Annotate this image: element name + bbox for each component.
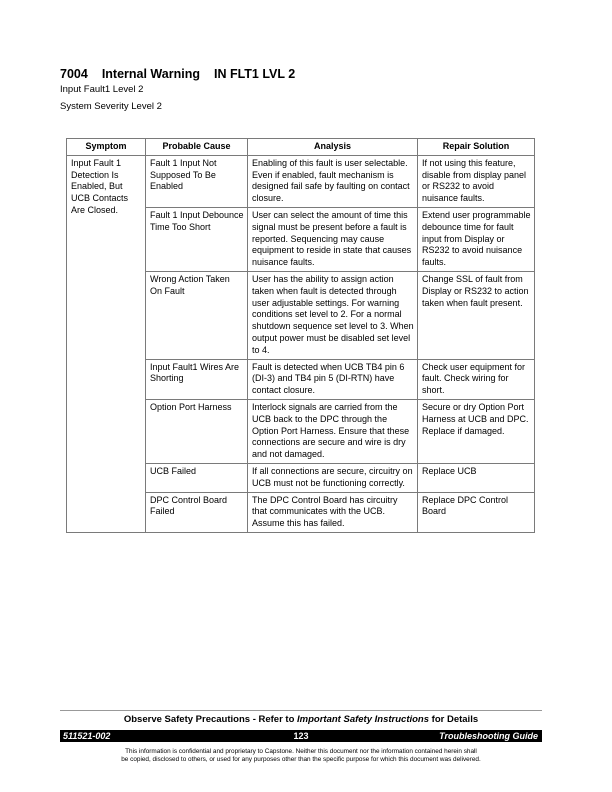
analysis-cell: If all connections are secure, circuitry on UCB must not be functioning correctly. — [248, 463, 418, 492]
header-analysis: Analysis — [248, 139, 418, 156]
page-number: 123 — [293, 731, 309, 741]
repair-cell: Secure or dry Option Port Harness at UCB and DPC. Replace if damaged. — [418, 399, 535, 463]
repair-cell: Replace DPC Control Board — [418, 492, 535, 532]
safety-suffix: for Details — [431, 714, 479, 725]
cause-cell: Input Fault1 Wires Are Shorting — [146, 359, 248, 399]
cause-cell: DPC Control Board Failed — [146, 492, 248, 532]
analysis-cell: Fault is detected when UCB TB4 pin 6 (DI-3) and TB4 pin 5 (DI-RTN) have contact closure. — [248, 359, 418, 399]
cause-cell: Fault 1 Input Debounce Time Too Short — [146, 207, 248, 271]
troubleshooting-table — [66, 138, 535, 533]
cause-cell: Fault 1 Input Not Supposed To Be Enabled — [146, 155, 248, 207]
header-probable-cause: Probable Cause — [146, 139, 248, 156]
fault-name: Internal Warning — [101, 67, 200, 81]
analysis-cell: Enabling of this fault is user selectable. Even if enabled, fault mechanism is designed fail safe by faulting on contact closure. — [248, 155, 418, 207]
cause-cell: Option Port Harness — [146, 399, 248, 463]
footer-bar — [60, 730, 542, 742]
table-header-row — [67, 139, 535, 156]
repair-cell: If not using this feature, disable from display panel or RS232 to avoid nuisance faults. — [418, 155, 535, 207]
safety-prefix: Observe Safety Precautions - Refer to — [123, 714, 295, 725]
safety-notice — [60, 714, 542, 725]
fault-code: 7004 — [60, 67, 88, 81]
page-title — [60, 67, 295, 81]
table-row — [67, 155, 535, 207]
header-symptom: Symptom — [67, 139, 146, 156]
cause-cell: Wrong Action Taken On Fault — [146, 271, 248, 359]
analysis-cell: User has the ability to assign action taken when fault is detected through user adjustable settings. For warning conditions set level to 2. For a normal shutdown sequence set level to 3. When output power must be disabled set level to 4. — [248, 271, 418, 359]
fault-tag: IN FLT1 LVL 2 — [213, 67, 296, 81]
repair-cell: Check user equipment for fault. Check wiring for short. — [418, 359, 535, 399]
analysis-cell: Interlock signals are carried from the UCB back to the DPC through the Option Port Harness. Ensure that these connections are secure and wire is dry and not damaged. — [248, 399, 418, 463]
analysis-cell: The DPC Control Board has circuitry that communicates with the UCB. Assume this has failed. — [248, 492, 418, 532]
guide-name: Troubleshooting Guide — [439, 731, 538, 741]
confidentiality-line-1: This information is confidential and proprietary to Capstone. Neither this document nor the information contained herein shall — [125, 748, 477, 755]
document-number: 511521-002 — [63, 731, 111, 741]
repair-cell: Extend user programmable debounce time for fault input from Display or RS232 to avoid nuisance faults. — [418, 207, 535, 271]
footer-divider — [60, 710, 542, 711]
header-repair-solution: Repair Solution — [418, 139, 535, 156]
safety-instructions-ref: Important Safety Instructions — [297, 714, 430, 725]
repair-cell: Change SSL of fault from Display or RS232 to action taken when fault present. — [418, 271, 535, 359]
confidentiality-line-2: be copied, disclosed to others, or used for any purposes other than the specific purpose for which this document was delivered. — [121, 756, 481, 763]
confidentiality-notice — [60, 748, 542, 764]
analysis-cell: User can select the amount of time this signal must be present before a fault is reported. Sequencing may cause equipment to reside in state that causes nuisance faults. — [248, 207, 418, 271]
input-fault-level: Input Fault1 Level 2 — [60, 84, 144, 95]
system-severity-level: System Severity Level 2 — [60, 101, 162, 112]
cause-cell: UCB Failed — [146, 463, 248, 492]
symptom-cell: Input Fault 1 Detection Is Enabled, But UCB Contacts Are Closed. — [67, 155, 146, 532]
repair-cell: Replace UCB — [418, 463, 535, 492]
